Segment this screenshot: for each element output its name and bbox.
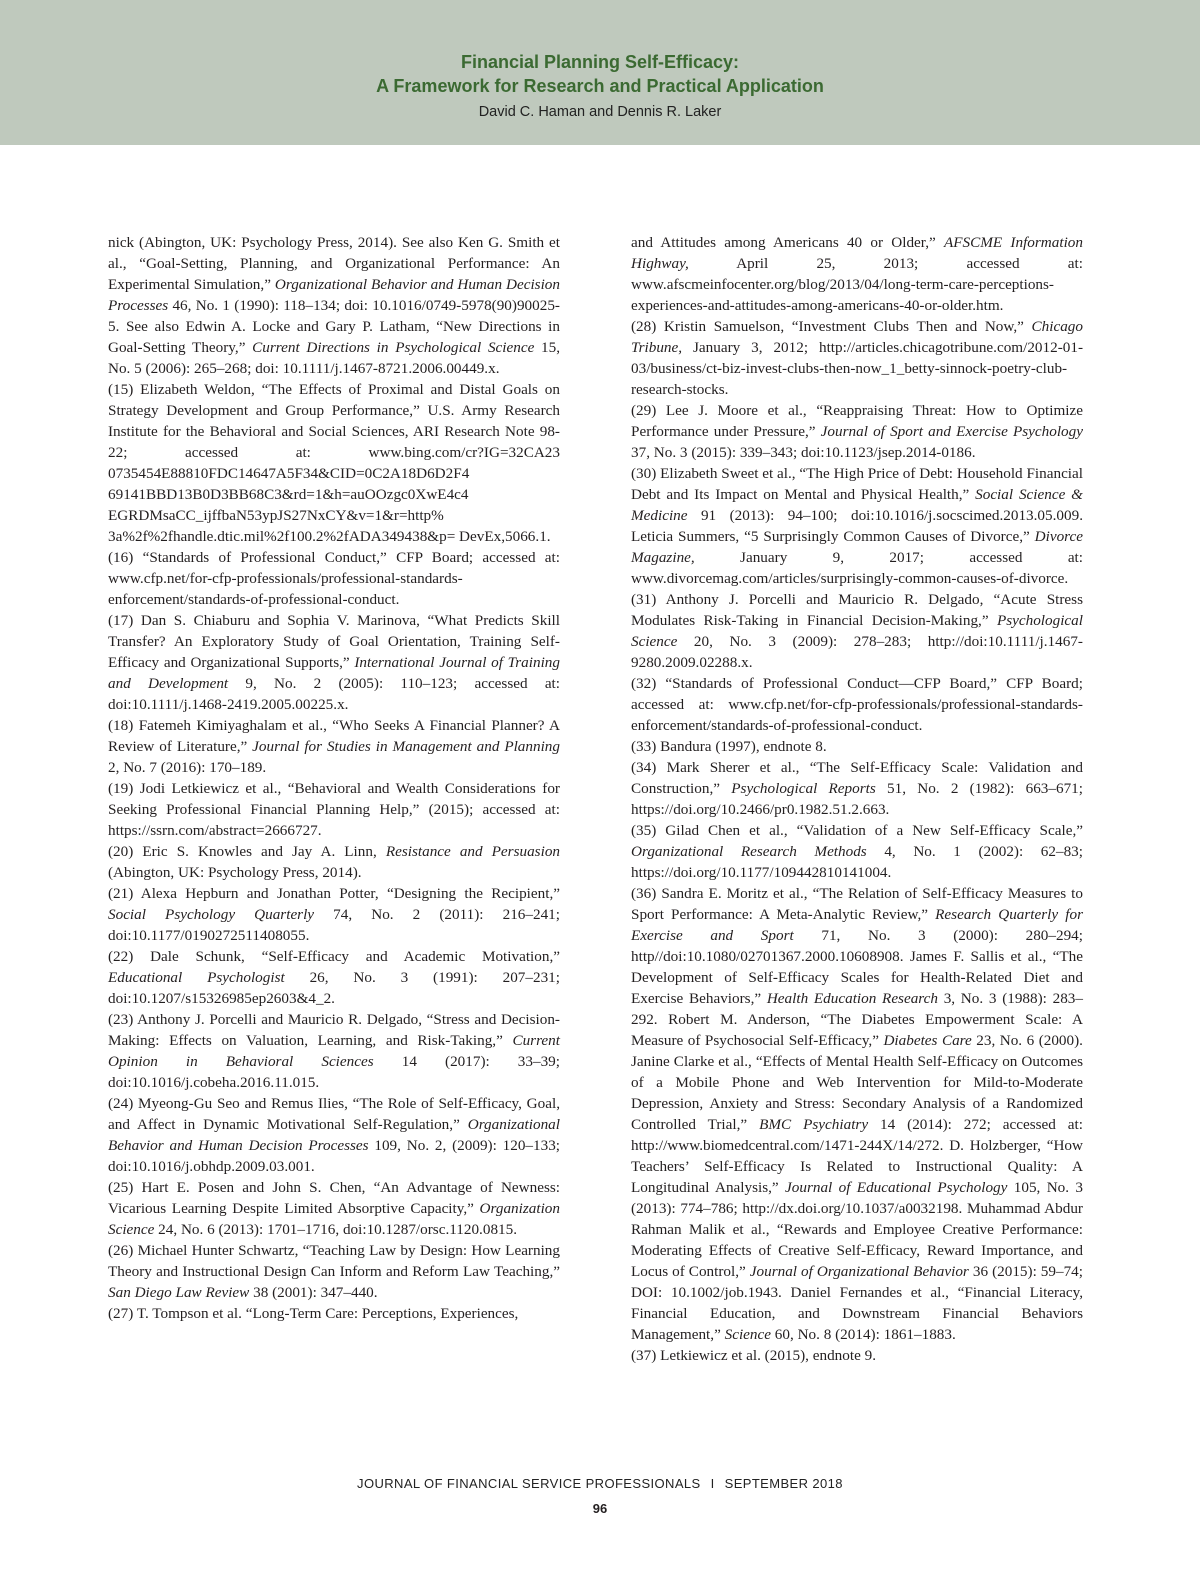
- endnote-paragraph: [108, 841, 560, 883]
- endnote-text: (17) Dan S. Chiaburu and Sophia V. Marinova, “What Predicts Skill Transfer? An Exploratory Study of Goal Orientation, Training Self-Efficacy and Organizational Supports,”: [108, 612, 560, 671]
- endnote-paragraph: [108, 379, 560, 547]
- endnote-text: 15, No. 5 (2006): 265–268; doi: 10.1111/j.1467-8721.2006.00449.x.: [108, 339, 561, 377]
- endnote-italic-title: Journal of Educational Psychology: [785, 1179, 1008, 1196]
- endnote-text: (21) Alexa Hepburn and Jonathan Potter, “Designing the Recipient,”: [108, 885, 560, 902]
- article-title-line-2: A Framework for Research and Practical Application: [376, 76, 824, 96]
- endnote-italic-title: Organizational Behavior and Human Decision Processes: [108, 276, 560, 314]
- endnote-text: (22) Dale Schunk, “Self-Efficacy and Academic Motivation,”: [108, 948, 560, 965]
- endnote-text: (24) Myeong-Gu Seo and Remus Ilies, “The Role of Self-Efficacy, Goal, and Affect in Dynamic Motivational Self-Regulation,”: [108, 1095, 560, 1133]
- endnote-text: (31) Anthony J. Porcelli and Mauricio R. Delgado, “Acute Stress Modulates Risk-Taking in Financial Decision-Making,”: [631, 591, 1083, 629]
- page-number: 96: [592, 1501, 608, 1516]
- endnote-text: 20, No. 3 (2009): 278–283; http://doi:10.1111/j.1467-9280.2009.02288.x.: [631, 633, 1083, 671]
- endnote-paragraph: [108, 610, 560, 715]
- endnote-text: (25) Hart E. Posen and John S. Chen, “An Advantage of Newness: Vicarious Learning Despite Limited Absorptive Capacity,”: [108, 1179, 560, 1217]
- endnote-italic-title: AFSCME Information Highway,: [631, 234, 1083, 272]
- endnote-italic-title: Organizational Research Methods: [631, 843, 867, 860]
- endnote-text: April 25, 2013; accessed at: www.afscmeinfocenter.org/blog/2013/04/long-term-care-perceptions-experiences-and-attitudes-among-americans-40-or-older.htm.: [631, 255, 1083, 314]
- endnote-italic-title: Journal of Organizational Behavior: [749, 1263, 969, 1280]
- endnote-paragraph: [108, 1009, 560, 1093]
- endnote-paragraph: [631, 883, 1083, 1345]
- endnote-paragraph: [108, 232, 560, 379]
- endnote-paragraph: [631, 589, 1083, 673]
- endnote-italic-title: Research Quarterly for Exercise and Sport: [631, 906, 1083, 944]
- endnote-text: (32) “Standards of Professional Conduct—CFP Board,” CFP Board; accessed at: www.cfp.net/for-cfp-professionals/professional-standards-enforcement/standards-of-professional-conduct.: [631, 675, 1083, 734]
- endnote-text: 14 (2017): 33–39; doi:10.1016/j.cobeha.2016.11.015.: [108, 1053, 560, 1091]
- endnote-italic-title: Current Opinion in Behavioral Sciences: [108, 1032, 560, 1070]
- endnote-italic-title: Psychological Reports: [731, 780, 876, 797]
- endnote-paragraph: [108, 946, 560, 1009]
- footer-journal-name: JOURNAL OF FINANCIAL SERVICE PROFESSIONALS: [357, 1476, 701, 1491]
- footer-journal-line: [0, 1476, 1200, 1491]
- footer-separator: I: [710, 1476, 715, 1491]
- endnote-italic-title: Psychological Science: [631, 612, 1083, 650]
- endnote-paragraph: [108, 547, 560, 610]
- endnote-text: 60, No. 8 (2014): 1861–1883.: [771, 1326, 956, 1343]
- endnote-text: January 3, 2012; http://articles.chicagotribune.com/2012-01-03/business/ct-biz-invest-clubs-then-now_1_betty-sinnock-poetry-club-research-stocks.: [631, 339, 1083, 398]
- endnote-text: 3, No. 3 (1988): 283–292. Robert M. Anderson, “The Diabetes Empowerment Scale: A Measure of Psychosocial Self-Efficacy,”: [631, 990, 1083, 1049]
- article-title-line-1: Financial Planning Self-Efficacy:: [460, 52, 740, 72]
- endnote-italic-title: International Journal of Training and Development: [108, 654, 560, 692]
- endnote-text: (19) Jodi Letkiewicz et al., “Behavioral and Wealth Considerations for Seeking Professional Financial Planning Help,” (2015); accessed at: https://ssrn.com/abstract=2666727.: [108, 780, 560, 839]
- endnote-text: (28) Kristin Samuelson, “Investment Clubs Then and Now,”: [631, 318, 1032, 335]
- endnote-italic-title: Journal of Sport and Exercise Psychology: [820, 423, 1083, 440]
- endnote-text: 105, No. 3 (2013): 774–786; http://dx.doi.org/10.1037/a0032198. Muhammad Abdur Rahman Malik et al., “Rewards and Employee Creative Performance: Moderating Effects of Creative Self-Efficacy, Reward Importance, and Locus of Control,”: [631, 1179, 1083, 1280]
- endnote-paragraph: [631, 1345, 1083, 1366]
- endnote-italic-title: Journal for Studies in Management and Planning: [252, 738, 560, 755]
- endnote-italic-title: Current Directions in Psychological Science: [252, 339, 535, 356]
- endnote-italic-title: Organization Science: [108, 1200, 560, 1238]
- endnote-italic-title: Diabetes Care: [883, 1032, 972, 1049]
- endnote-text: (20) Eric S. Knowles and Jay A. Linn,: [108, 843, 386, 860]
- endnote-italic-title: Organizational Behavior and Human Decision Processes: [108, 1116, 560, 1154]
- endnote-paragraph: [108, 1303, 560, 1324]
- endnote-text: (36) Sandra E. Moritz et al., “The Relation of Self-Efficacy Measures to Sport Performance: A Meta-Analytic Review,”: [631, 885, 1083, 923]
- endnote-text: (37) Letkiewicz et al. (2015), endnote 9.: [631, 1347, 877, 1364]
- endnote-text: 14 (2014): 272; accessed at: http://www.biomedcentral.com/1471-244X/14/272. D. Holzberger, “How Teachers’ Self-Efficacy Is Related to Instructional Quality: A Longitudinal Analysis,”: [631, 1116, 1083, 1196]
- endnote-italic-title: Chicago Tribune,: [631, 318, 1083, 356]
- endnote-paragraph: [631, 400, 1083, 463]
- endnote-paragraph: [631, 757, 1083, 820]
- endnote-text: (34) Mark Sherer et al., “The Self-Efficacy Scale: Validation and Construction,”: [631, 759, 1083, 797]
- endnote-italic-title: San Diego Law Review: [108, 1284, 250, 1301]
- endnote-paragraph: [108, 778, 560, 841]
- endnote-paragraph: [108, 1093, 560, 1177]
- endnote-text: 9, No. 2 (2005): 110–123; accessed at: doi:10.1111/j.1468-2419.2005.00225.x.: [108, 675, 561, 713]
- article-authors: David C. Haman and Dennis R. Laker: [478, 104, 722, 120]
- endnote-paragraph: [631, 232, 1083, 316]
- endnote-paragraph: [631, 316, 1083, 400]
- endnote-paragraph: [631, 736, 1083, 757]
- endnote-text: 36 (2015): 59–74; DOI: 10.1002/job.1943. Daniel Fernandes et al., “Financial Literacy, Financial Education, and Downstream Financial Behaviors Management,”: [631, 1263, 1083, 1343]
- endnote-text: 71, No. 3 (2000): 280–294; http//doi:10.1080/02701367.2000.10608908. James F. Sallis et al., “The Development of Self-Efficacy Scales for Health-Related Diet and Exercise Behaviors,”: [631, 927, 1083, 1007]
- endnote-text: (15) Elizabeth Weldon, “The Effects of Proximal and Distal Goals on Strategy Development and Group Performance,” U.S. Army Research Institute for the Behavioral and Social Sciences, ARI Research Note 98-22; accessed at: www.bing.com/cr?IG=32CA23 0735454E88810FDC14647A5F34&CID=0C2A18D6D2F4 69141BBD13B0D3BB68C3&rd=1&h=auOOzgc0XwE4c4 EGRDMsaCC_ijffbaN53ypJS27NxCY&v=1&r=http% 3a%2f%2fhandle.dtic.mil%2f100.2%2fADA349438&p= DevEx,5066.1.: [108, 381, 560, 545]
- endnotes-right-column: [631, 232, 1083, 1366]
- endnote-text: 26, No. 3 (1991): 207–231; doi:10.1207/s15326985ep2603&4_2.: [108, 969, 560, 1007]
- endnote-text: (23) Anthony J. Porcelli and Mauricio R. Delgado, “Stress and Decision-Making: Effects on Valuation, Learning, and Risk-Taking,”: [108, 1011, 560, 1049]
- endnote-paragraph: [631, 673, 1083, 736]
- endnote-text: nick (Abington, UK: Psychology Press, 2014). See also Ken G. Smith et al., “Goal-Setting, Planning, and Organizational Performance: An Experimental Simulation,”: [108, 234, 560, 293]
- endnote-italic-title: Educational Psychologist: [108, 969, 285, 986]
- endnote-text: 109, No. 2, (2009): 120–133; doi:10.1016/j.obhdp.2009.03.001.: [108, 1137, 561, 1175]
- endnote-italic-title: Social Science & Medicine: [631, 486, 1083, 524]
- endnote-text: (16) “Standards of Professional Conduct,” CFP Board; accessed at: www.cfp.net/for-cfp-professionals/professional-standards-enforcement/standards-of-professional-conduct.: [108, 549, 560, 608]
- endnote-paragraph: [631, 463, 1083, 589]
- endnote-paragraph: [108, 1177, 560, 1240]
- endnote-text: (Abington, UK: Psychology Press, 2014).: [108, 864, 362, 881]
- endnote-text: (18) Fatemeh Kimiyaghalam et al., “Who Seeks A Financial Planner? A Review of Literature,”: [108, 717, 560, 755]
- endnote-paragraph: [108, 715, 560, 778]
- endnote-text: 4, No. 1 (2002): 62–83; https://doi.org/10.1177/109442810141004.: [631, 843, 1083, 881]
- endnote-text: (33) Bandura (1997), endnote 8.: [631, 738, 827, 755]
- endnote-text: (29) Lee J. Moore et al., “Reappraising Threat: How to Optimize Performance under Pressure,”: [631, 402, 1083, 440]
- endnote-italic-title: Social Psychology Quarterly: [108, 906, 315, 923]
- endnote-text: (35) Gilad Chen et al., “Validation of a New Self-Efficacy Scale,”: [631, 822, 1083, 839]
- endnote-text: (30) Elizabeth Sweet et al., “The High Price of Debt: Household Financial Debt and Its Impact on Mental and Physical Health,”: [631, 465, 1083, 503]
- endnote-text: 24, No. 6 (2013): 1701–1716, doi:10.1287/orsc.1120.0815.: [154, 1221, 518, 1238]
- endnotes-left-column: [108, 232, 560, 1324]
- endnote-text: 2, No. 7 (2016): 170–189.: [108, 759, 267, 776]
- endnote-text: 23, No. 6 (2000). Janine Clarke et al., “Effects of Mental Health Self-Efficacy on Outcomes of a Mobile Phone and Web Intervention for Mild-to-Moderate Depression, Anxiety and Stress: Secondary Analysis of a Randomized Controlled Trial,”: [631, 1032, 1083, 1133]
- endnote-paragraph: [631, 820, 1083, 883]
- endnote-text: January 9, 2017; accessed at: www.divorcemag.com/articles/surprisingly-common-causes-of-divorce.: [631, 549, 1083, 587]
- article-header-banner: [0, 0, 1200, 145]
- endnote-text: 46, No. 1 (1990): 118–134; doi: 10.1016/0749-5978(90)90025-5. See also Edwin A. Locke and Gary P. Latham, “New Directions in Goal-Setting Theory,”: [108, 297, 560, 356]
- endnote-italic-title: BMC Psychiatry: [759, 1116, 869, 1133]
- endnote-text: 38 (2001): 347–440.: [249, 1284, 378, 1301]
- endnote-text: 74, No. 2 (2011): 216–241; doi:10.1177/0190272511408055.: [108, 906, 560, 944]
- endnote-text: (27) T. Tompson et al. “Long-Term Care: Perceptions, Experiences,: [108, 1305, 519, 1322]
- endnote-text: 37, No. 3 (2015): 339–343; doi:10.1123/jsep.2014-0186.: [631, 444, 976, 461]
- page-footer: [0, 1476, 1200, 1516]
- endnote-text: 91 (2013): 94–100; doi:10.1016/j.socscimed.2013.05.009. Leticia Summers, “5 Surprisingly Common Causes of Divorce,”: [631, 507, 1083, 545]
- endnote-paragraph: [108, 1240, 560, 1303]
- endnote-text: 51, No. 2 (1982): 663–671; https://doi.org/10.2466/pr0.1982.51.2.663.: [631, 780, 1083, 818]
- endnote-paragraph: [108, 883, 560, 946]
- endnote-italic-title: Divorce Magazine,: [631, 528, 1083, 566]
- endnote-italic-title: Resistance and Persuasion: [385, 843, 561, 860]
- footer-issue-date: SEPTEMBER 2018: [724, 1476, 843, 1491]
- endnote-text: (26) Michael Hunter Schwartz, “Teaching Law by Design: How Learning Theory and Instructional Design Can Inform and Reform Law Teaching,”: [108, 1242, 560, 1280]
- endnote-italic-title: Health Education Research: [766, 990, 938, 1007]
- endnote-text: and Attitudes among Americans 40 or Older,”: [631, 234, 944, 251]
- endnote-italic-title: Science: [724, 1326, 771, 1343]
